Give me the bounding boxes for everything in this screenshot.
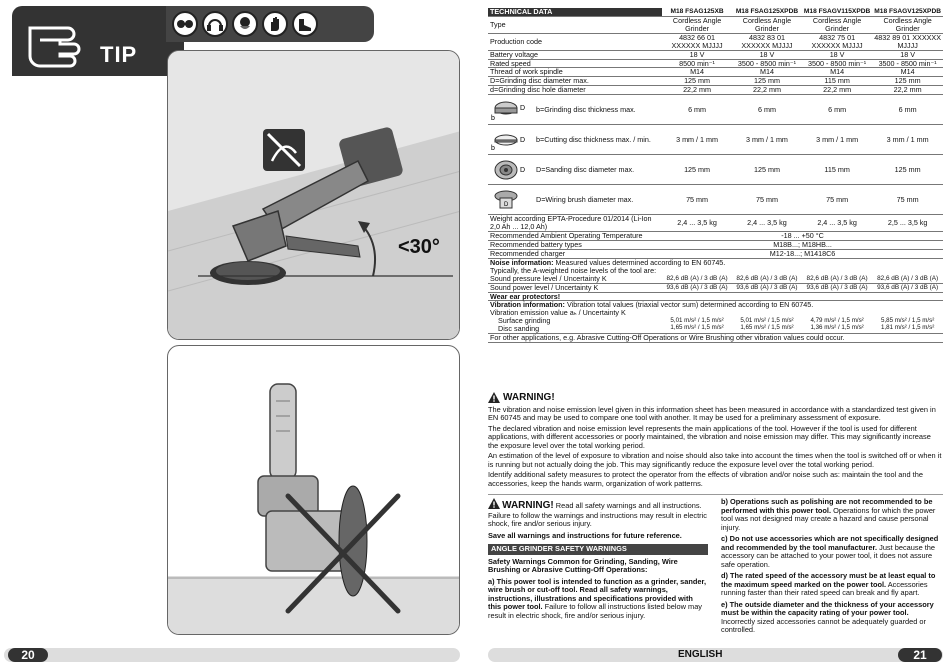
vibration-other-note: For other applications, e.g. Abrasive Cutting-Off Operations or Wire Brushing other vibration values could occur.	[488, 334, 943, 343]
cell-value: Cordless Angle Grinder	[732, 16, 802, 33]
cell-value: 125 mm	[872, 77, 943, 86]
cell-value: 6 mm	[662, 95, 732, 125]
noise-title: Noise information:	[490, 257, 554, 267]
rule-d-bold: d) The rated speed of the accessory must be at least equal to the maximum speed marked on the power tool.	[721, 571, 936, 589]
cell-value: 3500 - 8500 min⁻¹	[802, 59, 872, 68]
row-label: b=Grinding disc thickness max.	[536, 104, 636, 114]
cell-value: 3 mm / 1 mm	[662, 125, 732, 155]
cutting-disc-icon	[490, 128, 530, 152]
cell-value: 82,6 dB (A) / 3 dB (A)	[802, 275, 872, 283]
table-row	[488, 275, 943, 283]
row-label: d=Grinding disc hole diameter	[488, 86, 662, 95]
cell-value: 1,36 m/s² / 1,5 m/s²	[810, 324, 864, 332]
svg-text:D: D	[504, 201, 509, 208]
grinder-angle-illustration	[168, 51, 460, 340]
row-label: Recommended charger	[488, 249, 662, 258]
warning-triangle-icon	[488, 392, 500, 403]
technical-data-table	[488, 8, 943, 343]
cell-value: Cordless Angle Grinder	[802, 16, 872, 33]
cell-value: 125 mm	[662, 155, 732, 185]
table-row	[488, 33, 943, 50]
noise-intro-row	[488, 258, 943, 274]
warning-paragraph: The vibration and noise emission level given in this information sheet has been measured in accordance with a standardized test given in EN 60745 and may be used to compare one tool with another. It may be used for a preliminary assessment of exposure.	[488, 404, 936, 423]
gloves-icon	[262, 11, 288, 37]
figure-grinder-forbidden	[167, 345, 460, 635]
noise-intro: Measured values determined according to EN 60745.	[555, 257, 726, 267]
cell-value: 93,6 dB (A) / 3 dB (A)	[662, 283, 732, 292]
cell-value: 5,01 m/s² / 1,5 m/s²	[670, 317, 724, 325]
warning-paragraph: An estimation of the level of exposure to vibration and noise should also take into account the times when the tool is switched off or when it is running but not actually doing the job. This may significantly reduce the exposure level over the total working period.	[488, 451, 942, 469]
row-label: Rated speed	[488, 59, 662, 68]
table-title: TECHNICAL DATA	[488, 8, 662, 16]
cell-value: 5,85 m/s² / 1,5 m/s²	[880, 317, 935, 325]
cell-value: M18B...; M18HB...	[662, 240, 943, 249]
model-header: M18 FSAG125XPDB	[732, 8, 802, 16]
cell-value: 18 V	[802, 50, 872, 59]
cell-value: -18 ... +50 °C	[662, 232, 943, 241]
general-warning-title: WARNING!	[502, 500, 554, 511]
row-label: Production code	[488, 33, 662, 50]
svg-text:D: D	[520, 104, 526, 112]
cell-value: 125 mm	[732, 155, 802, 185]
cell-value: 22,2 mm	[872, 86, 943, 95]
cell-value: 75 mm	[802, 185, 872, 215]
svg-text:D: D	[520, 136, 526, 144]
cell-value: 125 mm	[732, 77, 802, 86]
cell-value: 3 mm / 1 mm	[872, 125, 943, 155]
cell-value: 82,6 dB (A) / 3 dB (A)	[662, 275, 732, 283]
tip-panel	[12, 6, 184, 76]
cell-value: 22,2 mm	[732, 86, 802, 95]
common-warnings-heading: Safety Warnings Common for Grinding, Sanding, Wire Brushing or Abrasive Cutting-Off Operations:	[488, 556, 678, 575]
cell-value: 75 mm	[662, 185, 732, 215]
cell-value: 125 mm	[662, 77, 732, 86]
rule-e-text: Incorrectly sized accessories cannot be adequately guarded or controlled.	[721, 616, 927, 635]
cell-value: 4832 75 01 XXXXXX MJJJJ	[802, 33, 872, 50]
cell-value: M14	[872, 68, 943, 77]
noise-intro-2: Typically, the A-weighted noise levels of the tool are:	[490, 265, 657, 275]
table-row	[488, 283, 943, 292]
row-label: D=Wiring brush diameter max.	[536, 194, 634, 204]
cell-value: 2,5 ... 3,5 kg	[872, 215, 943, 232]
warning-triangle-icon	[488, 498, 500, 509]
safety-icons-strip	[166, 6, 374, 42]
cell-value: 82,6 dB (A) / 3 dB (A)	[872, 275, 943, 283]
no-polishing-icon	[263, 129, 305, 171]
cell-value: M12-18...; M1418C6	[662, 249, 943, 258]
cell-value: 2,4 ... 3,5 kg	[732, 215, 802, 232]
table-row	[488, 185, 943, 215]
cell-value: 1,65 m/s² / 1,5 m/s²	[670, 324, 724, 332]
table-row	[488, 334, 943, 343]
goggles-icon	[172, 11, 198, 37]
vibration-emission-label: Vibration emission value aₕ / Uncertainty K	[490, 308, 626, 318]
language-label: ENGLISH	[678, 649, 723, 660]
cell-value: M14	[662, 68, 732, 77]
cell-value: 6 mm	[802, 95, 872, 125]
cell-value: 3 mm / 1 mm	[802, 125, 872, 155]
row-label: Battery voltage	[488, 50, 662, 59]
cell-value: 93,6 dB (A) / 3 dB (A)	[802, 283, 872, 292]
cell-value: 22,2 mm	[802, 86, 872, 95]
save-instructions: Save all warnings and instructions for future reference.	[488, 530, 682, 540]
table-row	[488, 215, 943, 232]
row-label: Type	[488, 16, 662, 33]
cell-value: 3500 - 8500 min⁻¹	[872, 59, 943, 68]
cell-value: 75 mm	[732, 185, 802, 215]
tip-label: TIP	[100, 42, 138, 67]
cell-value: Cordless Angle Grinder	[872, 16, 943, 33]
warning-title: WARNING!	[503, 392, 555, 403]
rule-b-text: Operations for which the power tool was not designed may create a hazard and cause personal injury.	[721, 505, 936, 532]
general-warning-text: Read all safety warnings and all instructions. Failure to follow the warnings and instructions may result in electric shock, fire and/or serious injury.	[488, 501, 707, 529]
row-label: Thread of work spindle	[488, 68, 662, 77]
ear-protector-note: Wear ear protectors!	[488, 292, 943, 301]
right-page-number: 21	[898, 648, 942, 662]
cell-value: 2,4 ... 3,5 kg	[662, 215, 732, 232]
cell-value: 6 mm	[872, 95, 943, 125]
svg-text:b: b	[491, 114, 495, 122]
cell-value: 18 V	[662, 50, 732, 59]
left-page-bar	[4, 648, 460, 662]
section-heading: ANGLE GRINDER SAFETY WARNINGS	[488, 544, 708, 555]
row-label: Recommended Ambient Operating Temperature	[488, 232, 662, 241]
cell-value: 93,6 dB (A) / 3 dB (A)	[732, 283, 802, 292]
cell-value: M14	[732, 68, 802, 77]
cell-value: 1,81 m/s² / 1,5 m/s²	[880, 324, 935, 332]
table-row	[488, 317, 943, 333]
row-label: Weight according EPTA-Procedure 01/2014 (Li-Ion 2,0 Ah ... 12,0 Ah)	[488, 215, 662, 232]
row-label: D=Grinding disc diameter max.	[488, 77, 662, 86]
cell-value: M14	[802, 68, 872, 77]
row-label: Disc sanding	[498, 324, 540, 334]
rule-c-text: Just because the accessory can be attached to your power tool, it does not assure safe operation.	[721, 542, 936, 569]
cell-value: 8500 min⁻¹	[662, 59, 732, 68]
left-page-number: 20	[8, 648, 48, 662]
figure-grinder-angle	[167, 50, 460, 340]
cell-value: 5,01 m/s² / 1,5 m/s²	[740, 317, 794, 325]
table-row	[488, 50, 943, 59]
wire-brush-icon	[490, 188, 530, 212]
cell-value: 22,2 mm	[662, 86, 732, 95]
dust-mask-icon	[232, 11, 258, 37]
rule-a-text: Failure to follow all instructions listed below may result in electric shock, fire and/or serious injury.	[488, 602, 702, 620]
cell-value: 2,4 ... 3,5 kg	[802, 215, 872, 232]
cell-value: 115 mm	[802, 155, 872, 185]
safety-column-left	[488, 498, 708, 623]
sanding-disc-icon	[490, 158, 530, 182]
cell-value: 115 mm	[802, 77, 872, 86]
safety-shoes-icon	[292, 11, 318, 37]
cell-value: 4832 83 01 XXXXXX MJJJJ	[732, 33, 802, 50]
cell-value: 4832 66 01 XXXXXX MJJJJ	[662, 33, 732, 50]
svg-text:D: D	[520, 166, 526, 174]
warning-paragraph: Identify additional safety measures to protect the operator from the effects of vibration and/or noise such as: maintain the tool and the accessories, keep the hands warm, organization of work patterns.	[488, 470, 923, 488]
grinding-disc-icon	[490, 98, 530, 122]
model-header: M18 FSAGV125XPDB	[872, 8, 943, 16]
vibration-intro: Vibration total values (triaxial vector sum) determined according to EN 60745.	[566, 300, 814, 310]
cell-value: 75 mm	[872, 185, 943, 215]
cell-value: 3500 - 8500 min⁻¹	[732, 59, 802, 68]
cell-value: 82,6 dB (A) / 3 dB (A)	[732, 275, 802, 283]
rule-d-text: Accessories running faster than their rated speed can break and fly apart.	[721, 579, 928, 598]
safety-column-right	[721, 498, 943, 638]
vibration-intro-row	[488, 301, 943, 317]
cell-value: Cordless Angle Grinder	[662, 16, 732, 33]
row-label: Recommended battery types	[488, 240, 662, 249]
cell-value: 4832 89 01 XXXXXX MJJJJ	[874, 32, 941, 50]
row-label: D=Sanding disc diameter max.	[536, 164, 635, 174]
vibration-warning-block	[488, 392, 943, 490]
rule-b-bold: b) Operations such as polishing are not recommended to be performed with this power tool.	[721, 497, 933, 515]
cell-value: 18 V	[732, 50, 802, 59]
cell-value: 93,6 dB (A) / 3 dB (A)	[872, 283, 943, 292]
table-row	[488, 155, 943, 185]
cell-value: 3 mm / 1 mm	[732, 125, 802, 155]
right-page	[488, 0, 943, 670]
table-row	[488, 125, 943, 155]
angle-label: <30°	[398, 236, 440, 258]
vibration-title: Vibration information:	[490, 300, 565, 310]
grinder-forbidden-illustration	[168, 346, 460, 635]
table-row	[488, 95, 943, 125]
rule-c-bold: c) Do not use accessories which are not specifically designed and recommended by the tool manufacturer.	[721, 534, 939, 552]
cell-value: 18 V	[872, 50, 943, 59]
svg-text:b: b	[491, 144, 495, 152]
section-divider	[488, 494, 943, 495]
cell-value: 1,65 m/s² / 1,5 m/s²	[740, 324, 794, 332]
table-row	[488, 16, 943, 33]
cell-value: 6 mm	[732, 95, 802, 125]
cell-value: 4,79 m/s² / 1,5 m/s²	[810, 317, 864, 325]
ear-protection-icon	[202, 11, 228, 37]
model-header: M18 FSAGV115XPDB	[803, 8, 871, 16]
row-label: Surface grinding	[498, 316, 551, 326]
row-label: Sound power level / Uncertainty K	[488, 283, 662, 292]
rule-a-bold: a) This power tool is intended to function as a grinder, sander, wire brush or cut-off tool. Read all safety warnings, instructions, illustrations and specifications provided with this power tool.	[488, 576, 707, 612]
model-header: M18 FSAG125XB	[662, 8, 732, 16]
cell-value: 125 mm	[872, 155, 943, 185]
row-label: b=Cutting disc thickness max. / min.	[536, 134, 651, 144]
pointing-hand-icon	[24, 14, 98, 68]
table-row	[488, 86, 943, 95]
row-label: Sound pressure level / Uncertainty K	[488, 275, 662, 283]
rule-e-bold: e) The outside diameter and the thickness of your accessory must be within the capacity rating of your power tool.	[721, 599, 934, 618]
warning-paragraph: The declared vibration and noise emission level represents the main applications of the tool. However if the tool is used for different applications, with different accessories or poorly maintained, the vibration and noise emission may differ. This may significantly increase the exposure level over the total working period.	[488, 423, 931, 450]
